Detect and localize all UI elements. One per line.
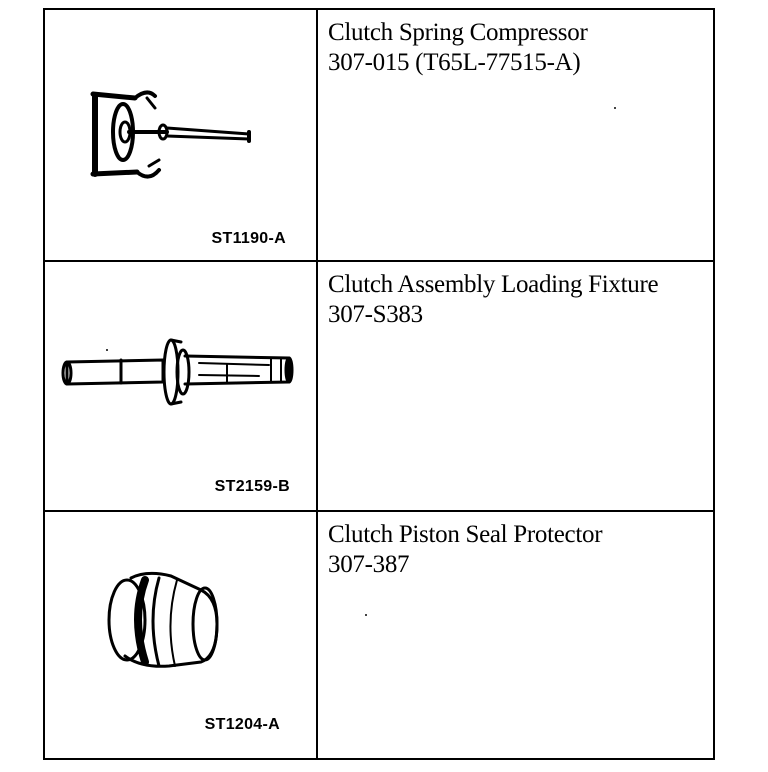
scan-speck [614, 107, 616, 109]
clutch-assembly-loading-fixture-illustration [59, 330, 295, 420]
table-row [45, 512, 713, 758]
illustration-code: ST1190-A [211, 230, 286, 247]
tool-number: 307-015 (T65L-77515-A) [328, 49, 581, 76]
illustration-code: ST2159-B [214, 478, 290, 495]
scan-speck [365, 614, 367, 616]
table-row [45, 262, 713, 512]
tool-illustration-cell [45, 512, 318, 758]
tool-description-cell [318, 512, 713, 758]
tool-illustration-cell [45, 10, 318, 260]
tool-name: Clutch Piston Seal Protector [328, 521, 603, 548]
tool-name: Clutch Spring Compressor [328, 19, 588, 46]
illustration-code: ST1204-A [204, 716, 280, 733]
tool-number: 307-387 [328, 551, 410, 578]
tool-description-cell [318, 10, 713, 260]
clutch-spring-compressor-illustration [89, 86, 259, 186]
tool-description-cell [318, 262, 713, 510]
table-row [45, 10, 713, 262]
tool-illustration-cell [45, 262, 318, 510]
special-tools-table [43, 8, 715, 760]
clutch-piston-seal-protector-illustration [101, 568, 225, 670]
tool-name: Clutch Assembly Loading Fixture [328, 271, 659, 298]
tool-number: 307-S383 [328, 301, 423, 328]
